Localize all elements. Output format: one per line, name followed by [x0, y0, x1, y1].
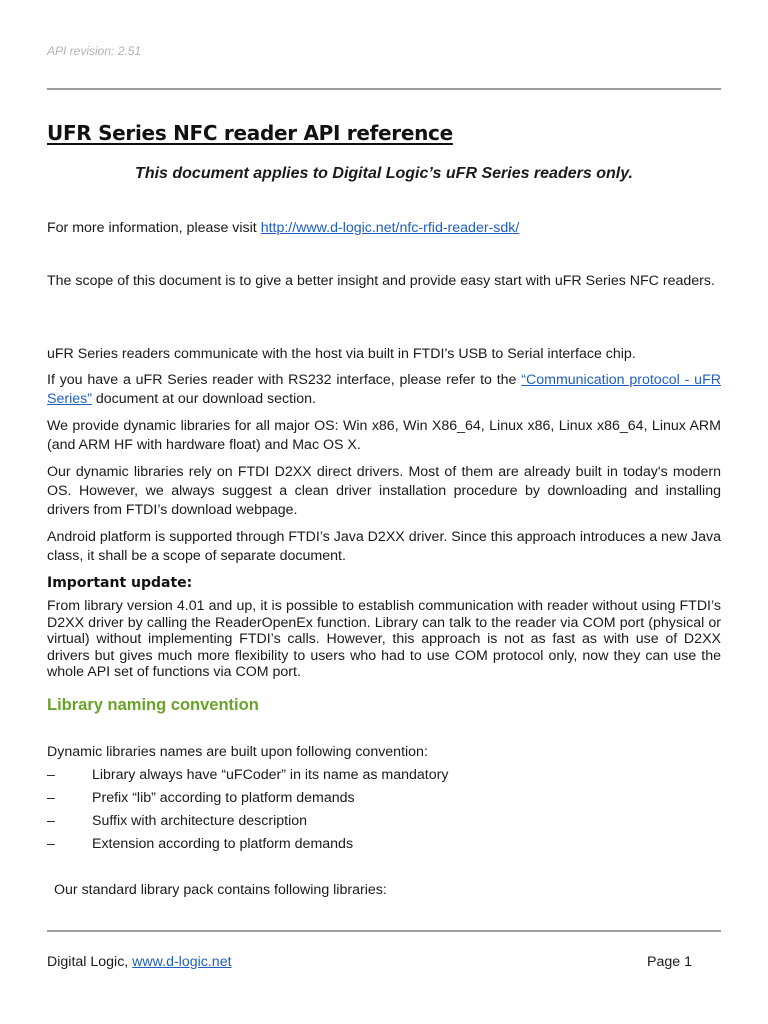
list-item-text: Prefix “lib” according to platform demands — [92, 790, 355, 806]
bullet-dash: – — [47, 836, 55, 852]
library-pack-text: Our standard library pack contains following libraries: — [54, 882, 387, 898]
list-item — [47, 811, 721, 834]
list-item — [47, 765, 721, 788]
scope-paragraph: The scope of this document is to give a better insight and provide easy start with uFR Series NFC readers. — [47, 273, 715, 289]
sdk-link[interactable]: http://www.d-logic.net/nfc-rfid-reader-sdk/ — [260, 220, 520, 236]
document-scope-note: This document applies to Digital Logic’s uFR Series readers only. — [135, 165, 633, 182]
android-paragraph: Android platform is supported through FTDI’s Java D2XX driver. Since this approach introduces a new Java class, it shall be a scope of separate document. — [47, 529, 721, 564]
rs232-paragraph — [47, 371, 721, 409]
bullet-dash: – — [47, 813, 55, 829]
list-item — [47, 834, 721, 857]
more-info-paragraph — [47, 219, 721, 238]
important-update-label: Important update: — [47, 575, 193, 591]
list-item-text: Extension according to platform demands — [92, 836, 354, 852]
drivers-paragraph: Our dynamic libraries rely on FTDI D2XX direct drivers. Most of them are already built in today's modern OS. However, we always suggest a clean driver installation procedure by downloading and installing drivers from FTDI’s download webpage. — [47, 464, 721, 518]
naming-intro: Dynamic libraries names are built upon following convention: — [47, 744, 428, 760]
naming-rules-list — [47, 765, 721, 857]
page-number: Page 1 — [647, 954, 692, 970]
list-item — [47, 788, 721, 811]
header-divider — [47, 88, 721, 90]
footer-website-link[interactable]: www.d-logic.net — [132, 954, 232, 970]
bullet-dash: – — [47, 767, 55, 783]
footer-company-name: Digital Logic, — [47, 954, 133, 970]
api-revision: API revision: 2.51 — [47, 44, 142, 58]
communication-protocol-link[interactable]: “Communication protocol - uFR Series” — [47, 372, 721, 407]
libraries-paragraph: We provide dynamic libraries for all major OS: Win x86, Win X86_64, Linux x86, Linux x86_64, Linux ARM (and ARM HF with hardware float) and Mac OS X. — [47, 418, 721, 453]
rs232-suffix: document at our download section. — [91, 391, 316, 407]
library-naming-heading: Library naming convention — [47, 696, 259, 714]
footer-divider — [47, 930, 721, 932]
list-item-text: Library always have “uFCoder” in its name as mandatory — [92, 767, 449, 783]
bullet-dash: – — [47, 790, 55, 806]
more-info-text: For more information, please visit — [47, 220, 261, 236]
communication-paragraph: uFR Series readers communicate with the host via built in FTDI’s USB to Serial interface chip. — [47, 346, 636, 362]
page-title: UFR Series NFC reader API reference — [47, 121, 453, 145]
rs232-text: If you have a uFR Series reader with RS232 interface, please refer to the — [47, 372, 522, 388]
important-update-text: From library version 4.01 and up, it is possible to establish communication with reader without using FTDI’s D2XX driver by calling the ReaderOpenEx function. Library can talk to the reader via COM port (physical or virtual) without implementing FTDI’s calls. However, this approach is not as fast as with use of D2XX drivers but gives much more flexibility to users who had to use COM protocol only, now they can use the whole API set of functions via COM port. — [47, 598, 721, 680]
footer-company — [47, 954, 232, 970]
list-item-text: Suffix with architecture description — [92, 813, 308, 829]
